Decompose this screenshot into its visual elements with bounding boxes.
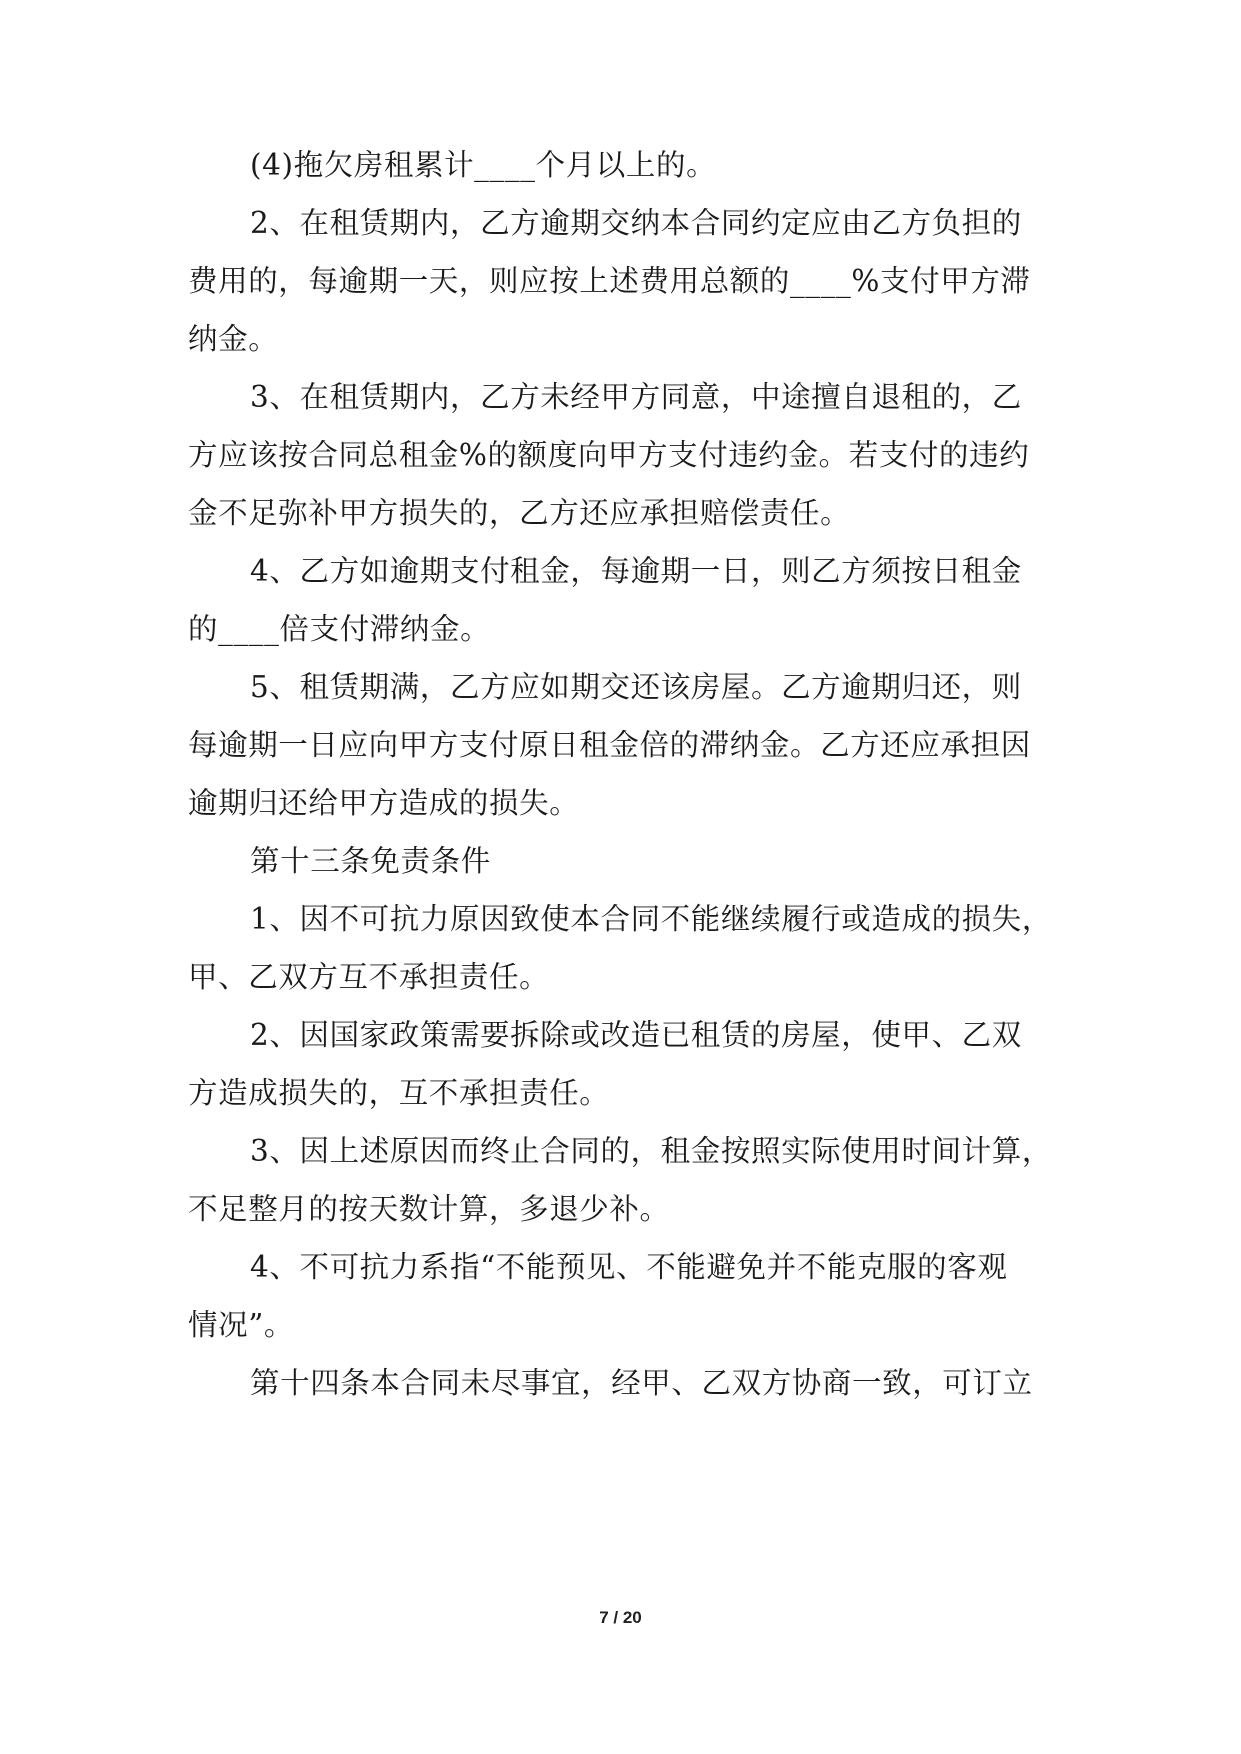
- paragraph-line: 情况”。: [188, 1308, 294, 1342]
- paragraph-line: 4、乙方如逾期支付租金，每逾期一日，则乙方须按日租金: [250, 554, 1022, 588]
- paragraph-line: 5、租赁期满，乙方应如期交还该房屋。乙方逾期归还，则: [250, 670, 1022, 704]
- paragraph-line: 每逾期一日应向甲方支付原日租金倍的滞纳金。乙方还应承担因: [188, 728, 1031, 762]
- paragraph-line: 金不足弥补甲方损失的，乙方还应承担赔偿责任。: [188, 496, 851, 530]
- paragraph-line: 费用的，每逾期一天，则应按上述费用总额的____%支付甲方滞: [188, 264, 1031, 298]
- paragraph-line: 2、在租赁期内，乙方逾期交纳本合同约定应由乙方负担的: [250, 206, 1022, 240]
- paragraph-line: 方造成损失的，互不承担责任。: [188, 1076, 610, 1110]
- paragraph-line: 纳金。: [188, 322, 279, 356]
- section-heading: 第十三条免责条件: [250, 844, 491, 878]
- paragraph-line: 2、因国家政策需要拆除或改造已租赁的房屋，使甲、乙双: [250, 1018, 1022, 1052]
- paragraph-line: 3、因上述原因而终止合同的，租金按照实际使用时间计算，: [250, 1134, 1052, 1168]
- paragraph-line: 甲、乙双方互不承担责任。: [188, 960, 550, 994]
- paragraph-line: 4、不可抗力系指“不能预见、不能避免并不能克服的客观: [250, 1250, 1008, 1284]
- paragraph-line: 的____倍支付滞纳金。: [188, 612, 491, 646]
- paragraph-line: 不足整月的按天数计算，多退少补。: [188, 1192, 670, 1226]
- paragraph-line: 3、在租赁期内，乙方未经甲方同意，中途擅自退租的，乙: [250, 380, 1022, 414]
- paragraph-line: 1、因不可抗力原因致使本合同不能继续履行或造成的损失，: [250, 902, 1052, 936]
- page-number: 7 / 20: [599, 1608, 642, 1627]
- paragraph-line: (4)拖欠房租累计____个月以上的。: [250, 148, 717, 182]
- paragraph-line: 方应该按合同总租金%的额度向甲方支付违约金。若支付的违约: [188, 438, 1030, 472]
- paragraph-line: 逾期归还给甲方造成的损失。: [188, 786, 580, 820]
- section-heading: 第十四条本合同未尽事宜，经甲、乙双方协商一致，可订立: [250, 1366, 1033, 1400]
